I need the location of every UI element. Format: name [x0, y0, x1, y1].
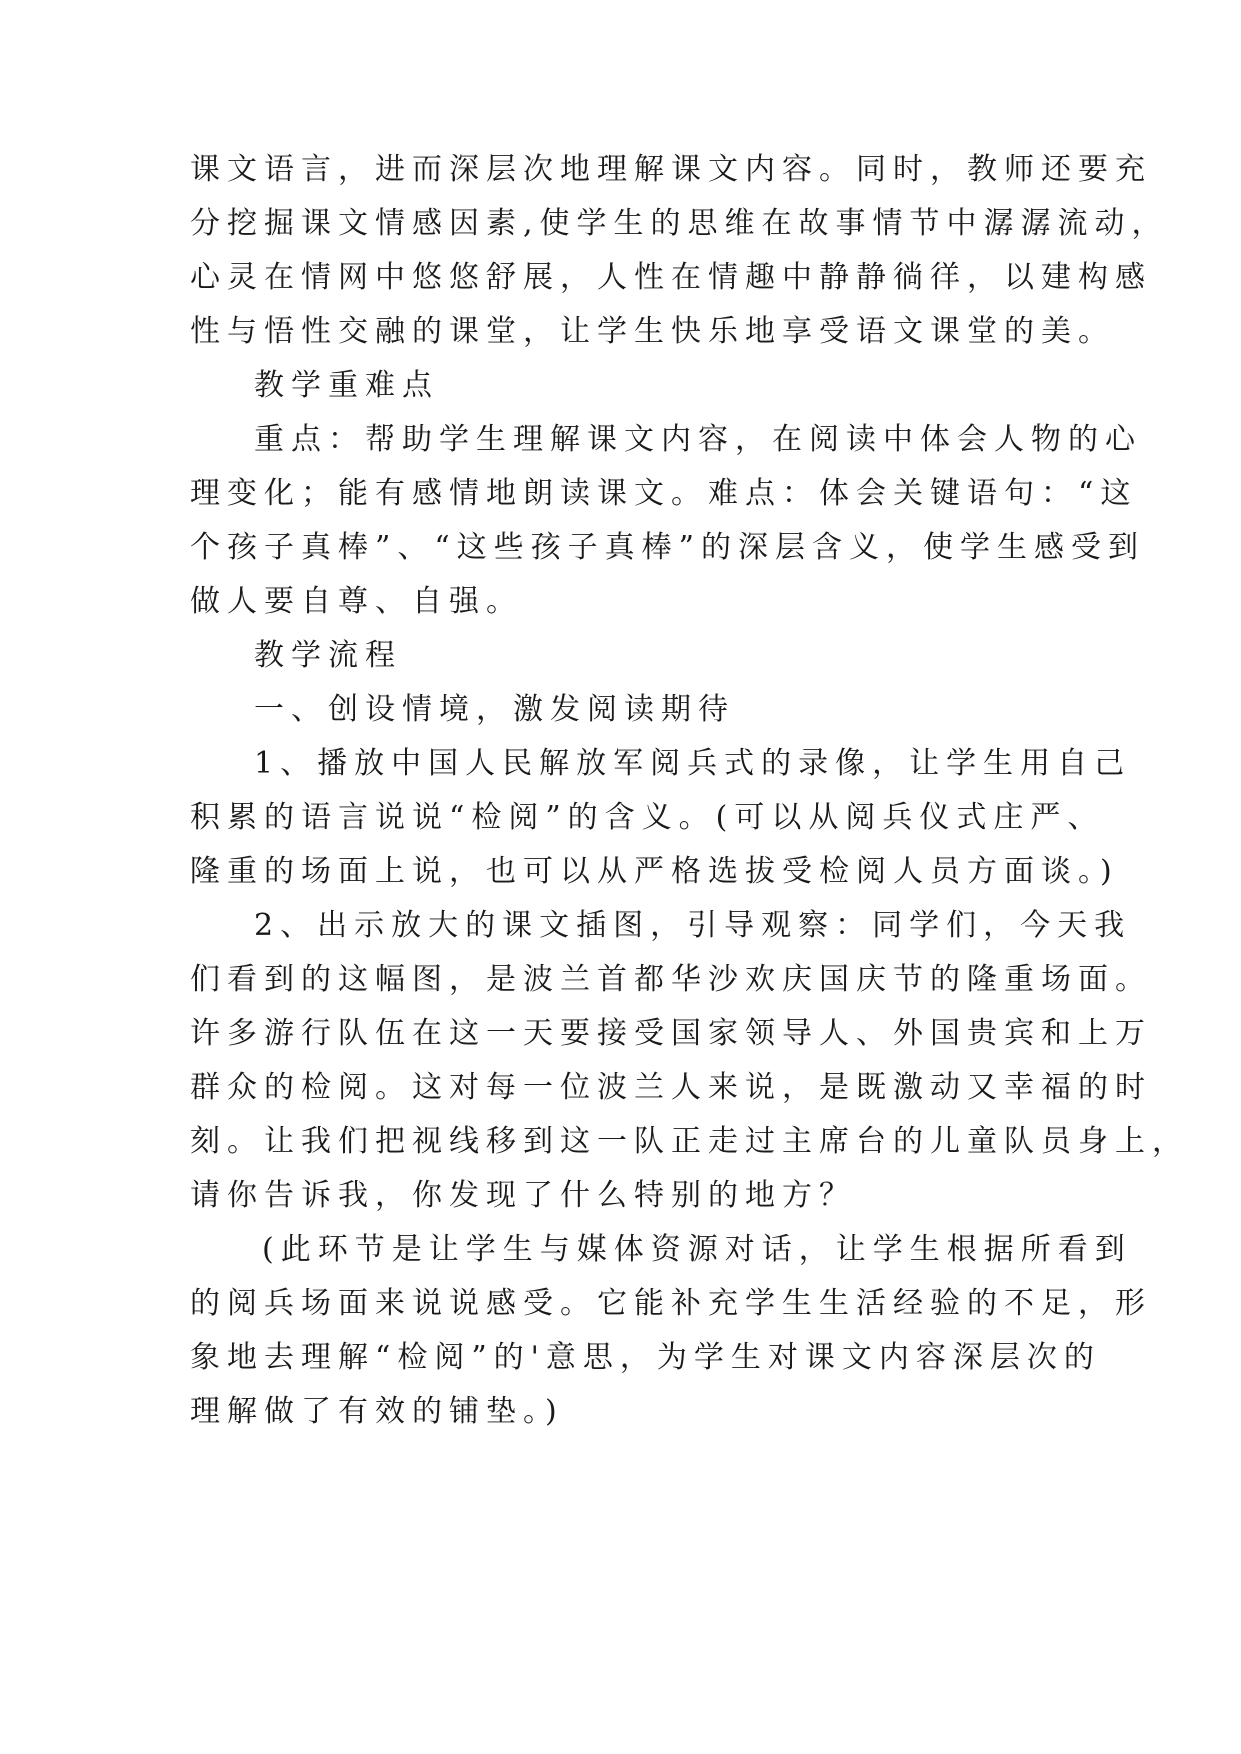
paragraph-line: 刻。让我们把视线移到这一队正走过主席台的儿童队员身上，	[190, 1124, 1189, 1159]
paragraph-line: 请你告诉我，你发现了什么特别的地方？	[190, 1178, 856, 1213]
paragraph-line: 许多游行队伍在这一天要接受国家领导人、外国贵宾和上万	[190, 1016, 1152, 1051]
paragraph-line: 隆重的场面上说，也可以从严格选拔受检阅人员方面谈。)	[190, 854, 1119, 889]
section-heading: 教学流程	[254, 638, 402, 673]
paragraph-line: 性与悟性交融的课堂，让学生快乐地享受语文课堂的美。	[190, 314, 1115, 349]
paragraph-line: 分挖掘课文情感因素,使学生的思维在故事情节中潺潺流动，	[190, 206, 1169, 241]
paragraph-line: 们看到的这幅图，是波兰首都华沙欢庆国庆节的隆重场面。	[190, 962, 1152, 997]
paragraph-line: 1、播放中国人民解放军阅兵式的录像，让学生用自己	[254, 746, 1132, 781]
paragraph-line: 的阅兵场面来说说感受。它能补充学生生活经验的不足，形	[190, 1286, 1152, 1321]
paragraph-line: 课文语言，进而深层次地理解课文内容。同时，教师还要充	[190, 152, 1152, 187]
paragraph-line: 重点：帮助学生理解课文内容，在阅读中体会人物的心	[254, 422, 1142, 457]
paragraph-line: 群众的检阅。这对每一位波兰人来说，是既激动又幸福的时	[190, 1070, 1152, 1105]
paragraph-line: 个孩子真棒”、“这些孩子真棒”的深层含义，使学生感受到	[190, 530, 1146, 565]
paragraph-line: 心灵在情网中悠悠舒展，人性在情趣中静静徜徉，以建构感	[190, 260, 1152, 295]
paragraph-line: 象地去理解“检阅”的'意思，为学生对课文内容深层次的	[190, 1340, 1101, 1375]
section-heading: 教学重难点	[254, 368, 439, 403]
paragraph-line: 2、出示放大的课文插图，引导观察：同学们，今天我	[254, 908, 1132, 943]
paragraph-line: 做人要自尊、自强。	[190, 584, 523, 619]
paragraph-line: 积累的语言说说“检阅”的含义。(可以从阅兵仪式庄严、	[190, 800, 1105, 835]
subsection-heading: 一、创设情境，激发阅读期待	[254, 692, 735, 727]
paragraph-line: (此环节是让学生与媒体资源对话，让学生根据所看到	[262, 1232, 1132, 1267]
paragraph-line: 理解做了有效的铺垫。)	[190, 1394, 564, 1429]
paragraph-line: 理变化；能有感情地朗读课文。难点：体会关键语句：“这	[190, 476, 1138, 511]
